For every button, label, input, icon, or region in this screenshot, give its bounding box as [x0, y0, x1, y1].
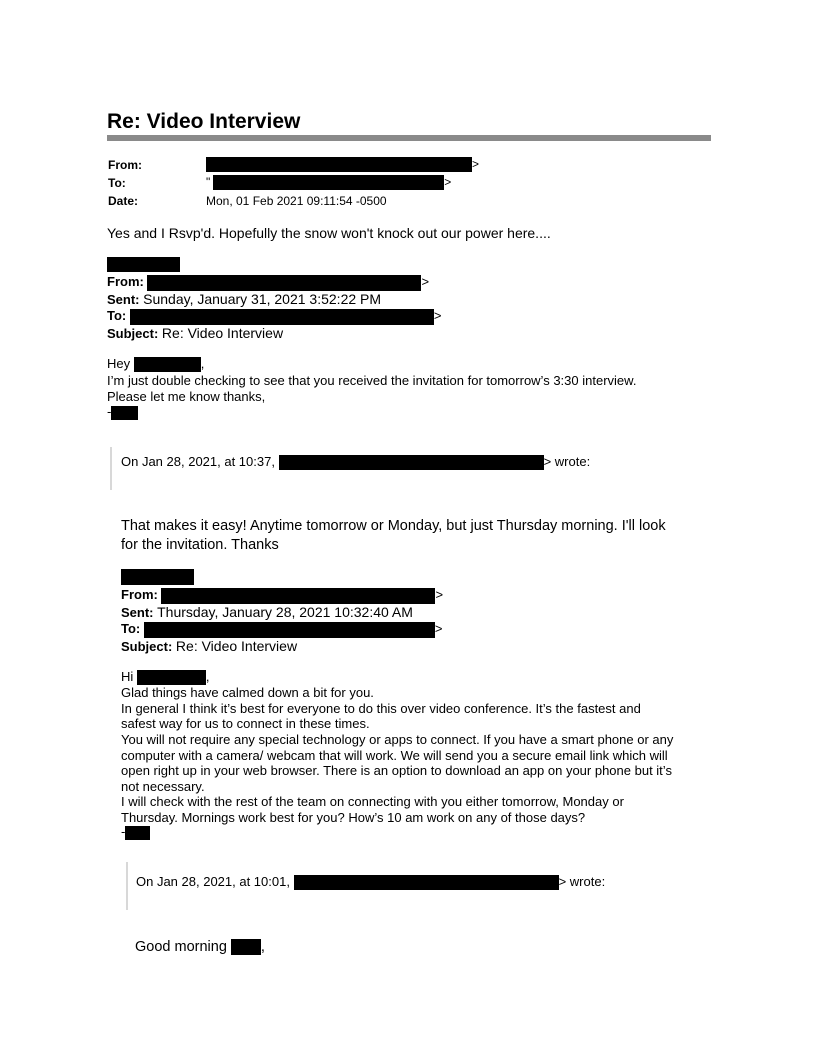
subject-value: Re: Video Interview: [175, 638, 298, 654]
msg1-line: Please let me know thanks,: [107, 389, 266, 404]
msg2-from: [121, 587, 443, 604]
msg3-line: In general I think it’s best for everyone to do this over video conference. It’s the fastest and: [121, 701, 641, 716]
from-label: From:: [108, 158, 142, 172]
quote-bar: [110, 447, 112, 490]
redaction: [161, 588, 435, 604]
redaction: [279, 455, 544, 470]
redaction: [231, 939, 261, 955]
redaction: [107, 257, 180, 272]
page-title: Re: Video Interview: [107, 110, 301, 133]
redaction: [147, 275, 421, 291]
redaction: [206, 157, 472, 172]
redaction: [125, 826, 150, 840]
redaction: [130, 309, 434, 325]
subject-label: Subject:: [121, 639, 173, 654]
redaction: [134, 357, 201, 372]
dash: -: [121, 824, 126, 839]
quote-suffix: > wrote:: [558, 874, 606, 889]
title-divider: [107, 135, 711, 141]
redaction: [121, 569, 194, 585]
from-label: From:: [107, 274, 144, 289]
comma: ,: [205, 669, 210, 684]
msg1-subject: [107, 325, 283, 341]
sent-label: Sent:: [107, 292, 140, 307]
msg3-quote-header: [136, 874, 605, 890]
comma: ,: [260, 939, 265, 955]
dash: -: [107, 404, 112, 419]
msg3-line: I will check with the rest of the team on connecting with you either tomorrow, Monday or: [121, 794, 624, 809]
msg2-line: That makes it easy! Anytime tomorrow or Monday, but just Thursday morning. I'll look: [121, 518, 666, 534]
comma: ,: [200, 356, 205, 371]
gt: >: [435, 587, 444, 602]
msg2-sent: [121, 604, 413, 620]
msg3-line: not necessary.: [121, 779, 205, 794]
date-value: Mon, 01 Feb 2021 09:11:54 -0500: [206, 194, 387, 208]
sent-value: Thursday, January 28, 2021 10:32:40 AM: [157, 604, 413, 620]
msg3-line: safest way for us to connect in these times.: [121, 716, 370, 731]
msg1-from: [107, 274, 429, 291]
to-label: To:: [107, 308, 127, 323]
msg1-to: [107, 308, 441, 325]
msg2-subject: [121, 638, 297, 654]
msg3-line: You will not require any special technology or apps to connect. If you have a smart phone or any: [121, 732, 674, 747]
gt: >: [421, 274, 430, 289]
to-label: To:: [108, 176, 126, 190]
subject-value: Re: Video Interview: [161, 325, 284, 341]
redaction: [111, 406, 138, 420]
msg1-line: I’m just double checking to see that you received the invitation for tomorrow’s 3:30 interview.: [107, 373, 637, 388]
msg3-greeting: [121, 669, 210, 685]
sent-value: Sunday, January 31, 2021 3:52:22 PM: [143, 291, 382, 307]
msg3-signature: [121, 824, 150, 840]
reply-body: Yes and I Rsvp'd. Hopefully the snow won't knock out our power here....: [107, 225, 551, 241]
msg2-line: for the invitation. Thanks: [121, 537, 279, 553]
msg3-line: computer with a camera/ webcam that will work. We will send you a secure email link which will: [121, 748, 668, 763]
quote-prefix: On Jan 28, 2021, at 10:01,: [136, 874, 290, 889]
subject-label: Subject:: [107, 326, 159, 341]
redaction: [144, 622, 435, 638]
to-prefix: ": [206, 175, 211, 189]
quote-suffix: > wrote:: [543, 454, 591, 469]
date-label: Date:: [108, 194, 139, 208]
from-value: [206, 157, 479, 172]
msg1-sent: [107, 291, 381, 307]
redaction: [294, 875, 559, 890]
to-suffix: >: [444, 175, 452, 189]
msg3-line: Thursday. Mornings work best for you? How’s 10 am work on any of those days?: [121, 810, 586, 825]
greeting: Hey: [107, 356, 131, 371]
msg4-greeting: [135, 939, 265, 955]
msg2-to: [121, 621, 442, 638]
redaction: [213, 175, 444, 190]
from-label: From:: [121, 587, 158, 602]
quote-bar: [126, 862, 128, 910]
msg3-line: Glad things have calmed down a bit for you.: [121, 685, 374, 700]
msg3-line: open right up in your web browser. There is an option to download an app on your phone but it’s: [121, 763, 672, 778]
redaction: [137, 670, 206, 685]
from-suffix: >: [472, 157, 480, 171]
gt: >: [433, 308, 442, 323]
greeting: Hi: [121, 669, 134, 684]
to-label: To:: [121, 621, 141, 636]
quote-prefix: On Jan 28, 2021, at 10:37,: [121, 454, 275, 469]
msg1-signature: [107, 404, 138, 420]
gt: >: [434, 621, 443, 636]
msg1-greeting: [107, 356, 204, 372]
sent-label: Sent:: [121, 605, 154, 620]
to-value: [206, 175, 451, 190]
greeting: Good morning: [135, 939, 227, 955]
msg1-quote-header: [121, 454, 590, 470]
